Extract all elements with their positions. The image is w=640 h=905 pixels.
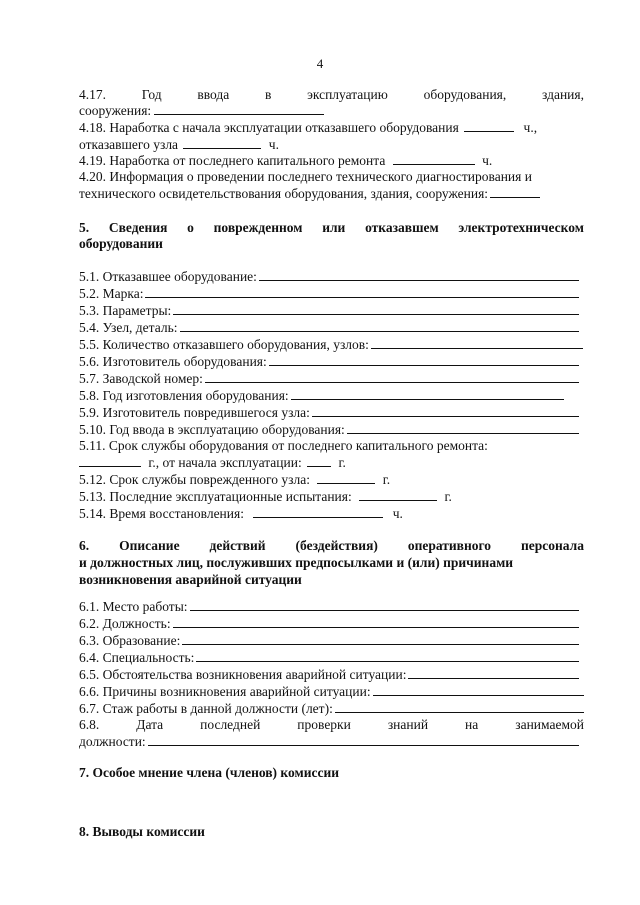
blank-field[interactable] [490, 185, 540, 198]
line-5-13 [79, 488, 584, 505]
line-6-1 [79, 598, 579, 615]
line-5-11b [79, 454, 584, 471]
field-label: технического освидетельствования оборудования, здания, сооружения: [79, 186, 489, 201]
word: о [187, 220, 194, 235]
line-4-20b [79, 185, 584, 202]
blank-field[interactable] [183, 136, 261, 149]
page-number: 4 [316, 56, 324, 71]
word: проверки [297, 717, 351, 732]
field-label: отказавшего узла [79, 137, 179, 152]
field-label: 5.8. Год изготовления оборудования: [79, 388, 289, 403]
word: знаний [387, 717, 429, 732]
unit: ч. [392, 506, 403, 521]
field-label: 5.5. Количество отказавшего оборудования, узлов: [79, 337, 369, 352]
word: 6. [79, 538, 90, 553]
word: поврежденном [213, 220, 303, 235]
blank-field[interactable] [408, 666, 579, 679]
word: 5. [79, 220, 90, 235]
line-4-17 [79, 86, 584, 103]
field-label: 4.19. Наработка от последнего капитального ремонта [79, 153, 386, 168]
blank-field[interactable] [259, 268, 579, 281]
word: или [322, 220, 346, 235]
word: действий [209, 538, 266, 553]
section-5-title-b: оборудовании [79, 236, 163, 251]
word: 4.17. [79, 87, 106, 102]
blank-field[interactable] [464, 119, 514, 132]
blank-field[interactable] [373, 683, 584, 696]
blank-field[interactable] [154, 102, 324, 115]
word: эксплуатацию [307, 87, 388, 102]
word: оперативного [407, 538, 492, 553]
line-5-5 [79, 336, 583, 353]
word: 6.8. [79, 717, 100, 732]
word: занимаемой [515, 717, 584, 732]
field-label: 5.11. Срок службы оборудования от последнего капитального ремонта: [79, 438, 488, 453]
blank-field[interactable] [253, 505, 383, 518]
field-label: 4.18. Наработка с начала эксплуатации отказавшего оборудования [79, 120, 459, 135]
line-5-6 [79, 353, 579, 370]
word: на [465, 717, 479, 732]
blank-field[interactable] [393, 152, 475, 165]
line-5-11 [79, 437, 584, 454]
field-label: 6.7. Стаж работы в данной должности (лет): [79, 701, 333, 716]
field-label: 5.13. Последние эксплуатационные испытания: [79, 489, 352, 504]
line-6-6 [79, 683, 584, 700]
field-label: 5.12. Срок службы поврежденного узла: [79, 472, 310, 487]
unit: ч. [482, 153, 493, 168]
field-label: 5.2. Марка: [79, 286, 144, 301]
blank-field[interactable] [173, 302, 579, 315]
blank-field[interactable] [79, 454, 141, 467]
line-5-4 [79, 319, 579, 336]
field-label: 5.14. Время восстановления: [79, 506, 244, 521]
word: Год [141, 87, 162, 102]
section-6-title [79, 537, 584, 554]
blank-field[interactable] [205, 370, 579, 383]
blank-field[interactable] [347, 421, 579, 434]
field-label: 6.1. Место работы: [79, 599, 188, 614]
word: здания, [542, 87, 584, 102]
line-6-4 [79, 649, 579, 666]
blank-field[interactable] [307, 454, 331, 467]
section-6-title-b: и должностных лиц, послуживших предпосылками и (или) причинами [79, 555, 514, 570]
word: последней [200, 717, 261, 732]
line-5-3 [79, 302, 579, 319]
field-label: 6.2. Должность: [79, 616, 171, 631]
word: оборудования, [423, 87, 507, 102]
blank-field[interactable] [148, 733, 579, 746]
field-label: 5.1. Отказавшее оборудование: [79, 269, 257, 284]
line-6-8b [79, 733, 579, 750]
unit: ч. [268, 137, 279, 152]
line-5-10 [79, 421, 579, 438]
section-7-title: 7. Особое мнение члена (членов) комиссии [79, 765, 340, 780]
word: Дата [136, 717, 164, 732]
unit: г. [382, 472, 391, 487]
blank-field[interactable] [190, 598, 579, 611]
field-label: 5.9. Изготовитель повредившегося узла: [79, 405, 310, 420]
blank-field[interactable] [145, 285, 579, 298]
blank-field[interactable] [317, 471, 375, 484]
section-8-title: 8. Выводы комиссии [79, 824, 205, 839]
line-6-5 [79, 666, 579, 683]
line-5-1 [79, 268, 579, 285]
field-label: 5.6. Изготовитель оборудования: [79, 354, 267, 369]
word: электротехническом [458, 220, 584, 235]
line-5-14 [79, 505, 584, 522]
line-4-19 [79, 152, 584, 169]
blank-field[interactable] [335, 700, 584, 713]
line-5-2 [79, 285, 579, 302]
blank-field[interactable] [182, 632, 579, 645]
line-5-9 [79, 404, 579, 421]
field-label: 5.3. Параметры: [79, 303, 172, 318]
line-6-8 [79, 716, 584, 733]
field-label: 6.3. Образование: [79, 633, 181, 648]
unit: ч., [523, 120, 538, 135]
field-label: г., от начала эксплуатации: [148, 455, 302, 470]
line-6-7 [79, 700, 584, 717]
field-label: 5.4. Узел, деталь: [79, 320, 178, 335]
word: персонала [520, 538, 584, 553]
field-label: 5.10. Год ввода в эксплуатацию оборудования: [79, 422, 345, 437]
line-4-18b [79, 136, 584, 153]
field-label: должности: [79, 734, 146, 749]
line-5-12 [79, 471, 584, 488]
field-label: 5.7. Заводской номер: [79, 371, 203, 386]
field-label: 6.5. Обстоятельства возникновения аварийной ситуации: [79, 667, 407, 682]
word: Описание [119, 538, 180, 553]
blank-field[interactable] [196, 649, 579, 662]
field-label: сооружения: [79, 103, 152, 118]
line-6-3 [79, 632, 579, 649]
word: отказавшем [365, 220, 439, 235]
blank-field[interactable] [359, 488, 437, 501]
line-4-20 [79, 168, 584, 185]
blank-field[interactable] [371, 336, 583, 349]
blank-field[interactable] [291, 387, 564, 400]
word: Сведения [108, 220, 168, 235]
blank-field[interactable] [312, 404, 579, 417]
line-4-17b [79, 102, 584, 119]
unit: г. [444, 489, 452, 504]
blank-field[interactable] [269, 353, 579, 366]
line-6-2 [79, 615, 579, 632]
field-label: 4.20. Информация о проведении последнего технического диагностирования и [79, 169, 532, 184]
section-5-title [79, 219, 584, 236]
word: ввода [197, 87, 230, 102]
line-5-7 [79, 370, 579, 387]
blank-field[interactable] [173, 615, 579, 628]
word: в [264, 87, 272, 102]
field-label: 6.6. Причины возникновения аварийной ситуации: [79, 684, 371, 699]
line-5-8 [79, 387, 564, 404]
field-label: 6.4. Специальность: [79, 650, 195, 665]
blank-field[interactable] [180, 319, 580, 332]
line-4-18 [79, 119, 584, 136]
unit: г. [338, 455, 346, 470]
section-6-title-c: возникновения аварийной ситуации [79, 572, 302, 587]
word: (бездействия) [295, 538, 378, 553]
